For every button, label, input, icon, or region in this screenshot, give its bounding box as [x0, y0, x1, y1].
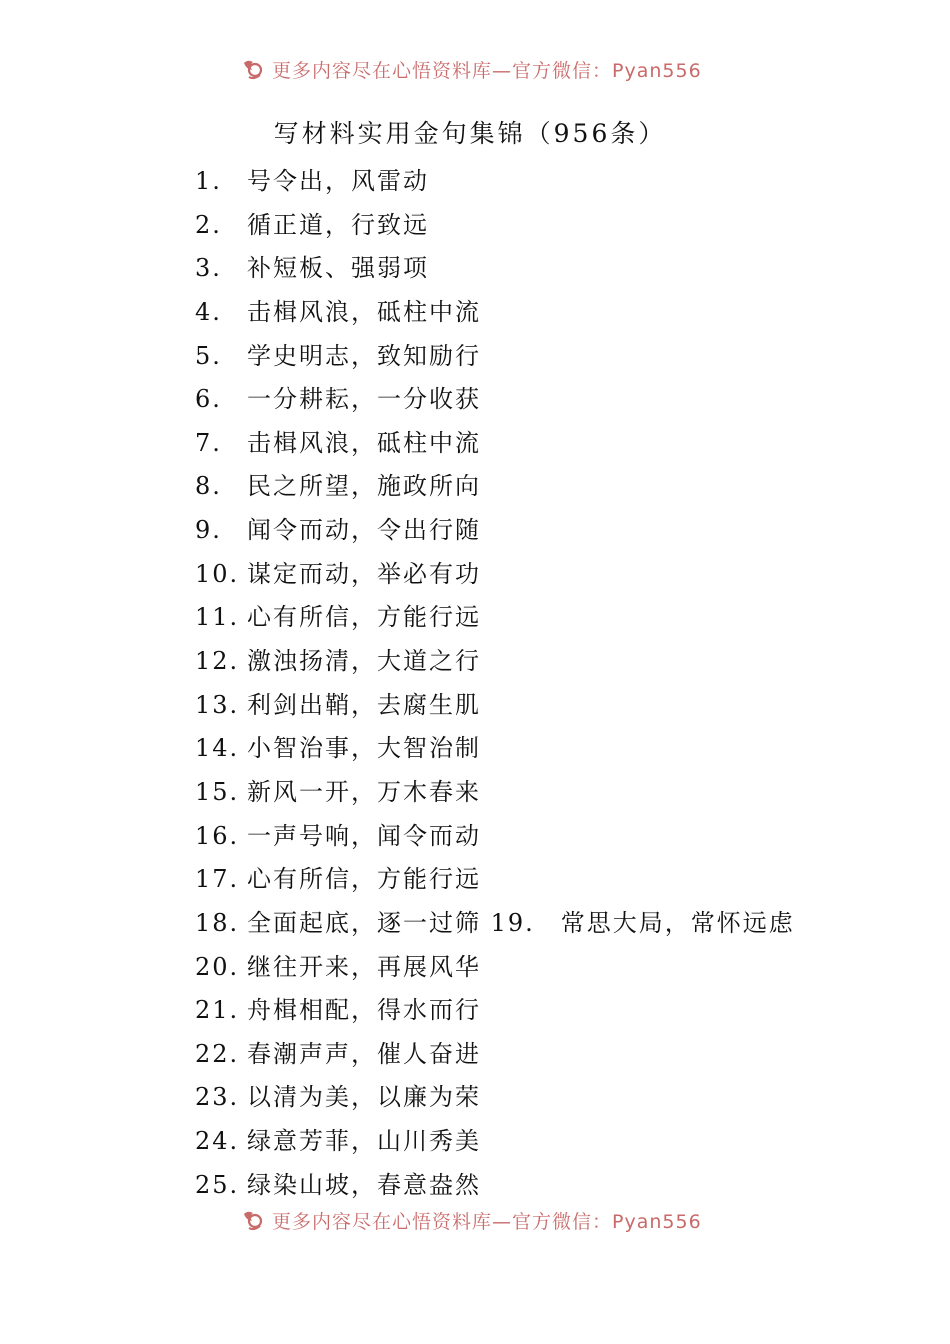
item-text: 闻令而动，令出行随	[247, 516, 481, 545]
list-item	[195, 1033, 795, 1077]
list-item	[195, 509, 795, 553]
item-text: 一声号响，闻令而动	[247, 821, 481, 850]
list-item	[195, 378, 795, 422]
item-number: 17.	[195, 865, 240, 894]
list-item	[195, 1076, 795, 1120]
item-number: 13.	[195, 690, 240, 719]
item-number: 25.	[195, 1170, 240, 1199]
item-number: 1.	[195, 167, 222, 195]
item-text: 绿意芳菲，山川秀美	[247, 1127, 481, 1156]
item-number: 9.	[195, 516, 222, 545]
watermark-text: 更多内容尽在心悟资料库—官方微信：Pyan556	[272, 59, 702, 82]
item-number: 21.	[195, 996, 240, 1025]
item-number: 15.	[195, 777, 240, 806]
item-text: 春潮声声，催人奋进	[247, 1039, 481, 1068]
item-number: 2.	[195, 210, 222, 239]
item-text: 一分耕耘，一分收获	[247, 385, 481, 414]
list-item	[195, 684, 795, 728]
item-number: 11.	[195, 603, 240, 632]
item-number: 6.	[195, 385, 222, 414]
item-text: 谋定而动，举必有功	[247, 559, 481, 588]
brand-logo-icon	[240, 1208, 264, 1232]
item-text: 心有所信，方能行远	[247, 603, 481, 632]
item-text: 全面起底，逐一过筛 19. 常思大局，常怀远虑	[247, 908, 795, 937]
item-number: 23.	[195, 1083, 240, 1112]
watermark-footer	[240, 1205, 702, 1235]
list-item	[195, 553, 795, 597]
item-number: 5.	[195, 341, 222, 370]
item-text: 心有所信，方能行远	[247, 865, 481, 894]
list-item	[195, 771, 795, 815]
list-item	[195, 989, 795, 1033]
list-item	[195, 815, 795, 859]
list-item	[195, 1164, 795, 1208]
item-text: 激浊扬清，大道之行	[247, 647, 481, 676]
item-number: 22.	[195, 1039, 240, 1068]
item-text: 利剑出鞘，去腐生肌	[247, 690, 481, 719]
item-number: 4.	[195, 297, 222, 326]
list-item	[195, 422, 795, 466]
item-text: 绿染山坡，春意盎然	[247, 1170, 481, 1199]
item-text: 舟楫相配，得水而行	[247, 996, 481, 1025]
item-number: 14.	[195, 734, 240, 763]
item-text: 击楫风浪，砥柱中流	[247, 297, 481, 326]
item-text: 民之所望，施政所向	[247, 472, 481, 501]
item-text: 号令出，风雷动	[247, 167, 429, 195]
item-number: 8.	[195, 472, 222, 501]
list-item	[195, 1120, 795, 1164]
list-item	[195, 946, 795, 990]
item-text: 小智治事，大智治制	[247, 734, 481, 763]
item-number: 3.	[195, 254, 222, 283]
quote-list	[195, 160, 795, 1207]
list-item	[195, 640, 795, 684]
list-item	[195, 858, 795, 902]
item-number: 16.	[195, 821, 240, 850]
item-number: 12.	[195, 647, 240, 676]
list-item	[195, 902, 795, 946]
item-text: 循正道，行致远	[247, 210, 429, 239]
item-number: 7.	[195, 428, 222, 457]
document-title: 写材料实用金句集锦（956条）	[273, 119, 667, 148]
list-item	[195, 596, 795, 640]
list-item	[195, 247, 795, 291]
list-item	[195, 160, 795, 204]
item-number: 18.	[195, 908, 240, 937]
brand-logo-icon	[240, 57, 264, 81]
watermark-text: 更多内容尽在心悟资料库—官方微信：Pyan556	[272, 1210, 702, 1233]
list-item	[195, 335, 795, 379]
item-text: 学史明志，致知励行	[247, 341, 481, 370]
item-number: 24.	[195, 1127, 240, 1156]
list-item	[195, 727, 795, 771]
item-number: 20.	[195, 952, 240, 981]
item-text: 以清为美，以廉为荣	[247, 1083, 481, 1112]
item-text: 补短板、强弱项	[247, 254, 429, 283]
item-number: 10.	[195, 559, 240, 588]
item-text: 新风一开，万木春来	[247, 777, 481, 806]
list-item	[195, 291, 795, 335]
list-item	[195, 204, 795, 248]
item-text: 击楫风浪，砥柱中流	[247, 428, 481, 457]
item-text: 继往开来，再展风华	[247, 952, 481, 981]
list-item	[195, 465, 795, 509]
watermark-header	[240, 54, 702, 84]
